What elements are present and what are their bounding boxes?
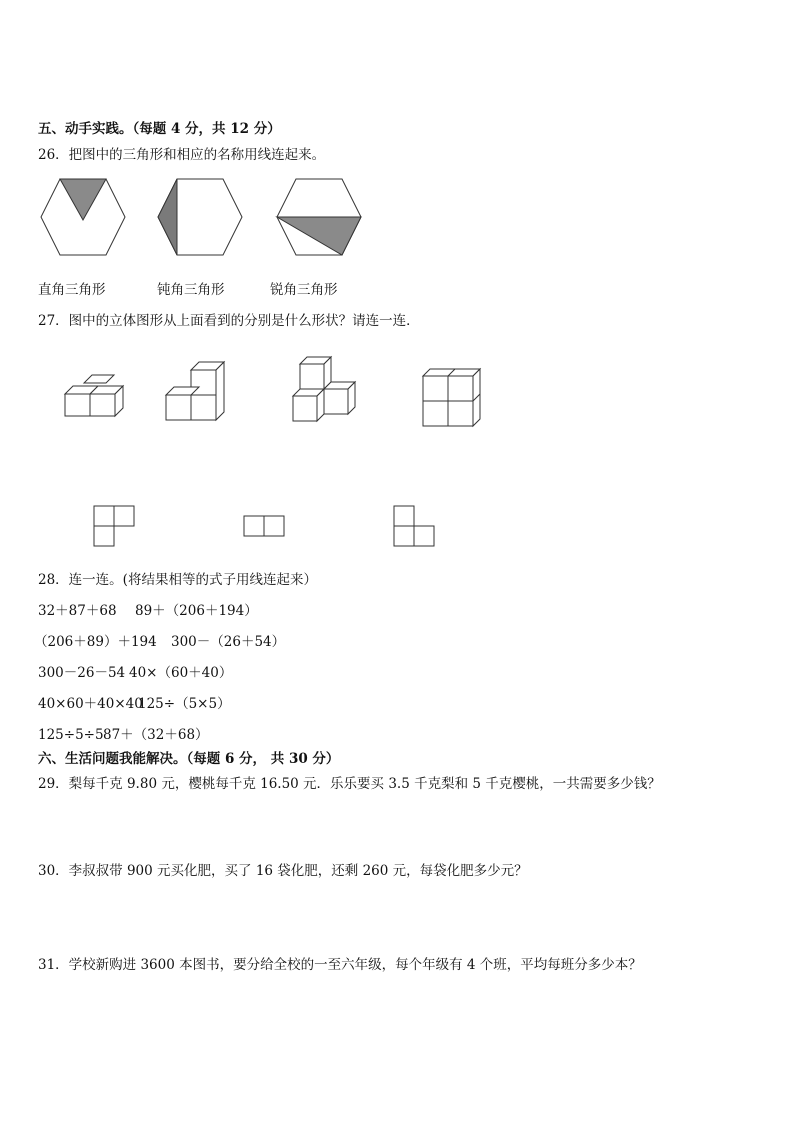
expression-right-4: 125÷（5×5） [138,696,231,712]
question-27-prompt: 27．图中的立体图形从上面看到的分别是什么形状？请连一连． [38,313,420,329]
hexagon-figure-3 [274,176,364,258]
section-5-heading: 五、动手实践。（每题 4 分，共 12 分） [38,121,281,137]
expression-left-1: 32＋87＋68 [38,603,117,619]
expression-right-3: 40×（60＋40） [129,665,233,681]
top-view-1 [92,504,138,550]
solid-figure-3 [288,352,360,424]
question-26-prompt: 26．把图中的三角形和相应的名称用线连起来。 [38,147,326,163]
top-view-3 [392,504,438,550]
question-28-prompt: 28．连一连。(将结果相等的式子用线连起来） [38,572,317,588]
section-6-heading: 六、生活问题我能解决。（每题 6 分， 共 30 分） [38,751,340,767]
expression-left-3: 300－26－54 [38,665,126,681]
expression-right-2: 300－（26＋54） [171,634,286,650]
triangle-label-right: 直角三角形 [38,282,106,298]
solid-figure-1 [60,370,130,420]
triangle-label-acute: 锐角三角形 [270,282,338,298]
question-31-prompt: 31．学校新购进 3600 本图书，要分给全校的一至六年级，每个年级有 4 个班，平均每班分多少本？ [38,957,642,973]
solid-figure-4 [418,364,484,430]
expression-right-5: 87＋（32＋68） [103,727,209,743]
hexagon-figure-2 [155,176,245,258]
question-29-prompt: 29．梨每千克 9.80 元，樱桃每千克 16.50 元．乐乐要买 3.5 千克梨和 5 千克樱桃，一共需要多少钱？ [38,776,661,792]
top-view-2 [242,514,288,540]
solid-figure-2 [160,358,230,424]
expression-right-1: 89＋（206＋194） [135,603,258,619]
expression-left-4: 40×60＋40×40 [38,696,143,712]
expression-left-2: （206＋89）＋194 [34,634,157,650]
question-30-prompt: 30．李叔叔带 900 元买化肥，买了 16 袋化肥，还剩 260 元，每袋化肥多少元？ [38,863,528,879]
expression-left-5: 125÷5÷5 [38,727,104,743]
triangle-label-obtuse: 钝角三角形 [157,282,225,298]
hexagon-figure-1 [38,176,128,258]
